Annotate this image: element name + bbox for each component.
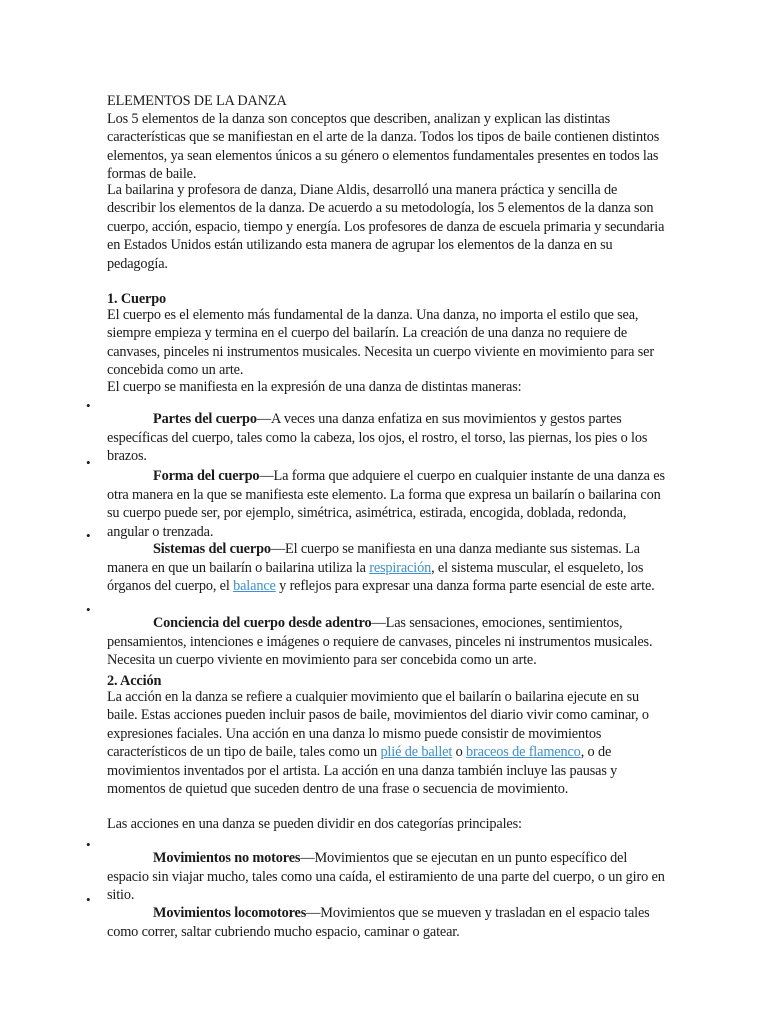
list-item-text: —La forma que adquiere el cuerpo en cualquier instante de una danza es otra manera en la que se manifiesta este elemento. La forma que expresa un bailarín o bailarina con su cuerpo puede ser, por ejemplo, simétrica, asimétrica, estirada, encogida, doblada, redonda, angular o trenzada.	[107, 468, 665, 540]
paragraph-text: , o de movimientos inventados por el artista. La acción en una danza también incluye las pausas y momentos de quietud que suceden dentro de una frase o secuencia de movimiento.	[107, 744, 618, 798]
list-item-term: Forma del cuerpo	[153, 468, 260, 485]
list-item-text: —Movimientos que se ejecutan en un punto específico del espacio sin viajar mucho, tales como una caída, el estiramiento de una parte del cuerpo, o un giro en sitio.	[107, 850, 665, 904]
list-item	[107, 904, 667, 941]
section-heading-accion: 2. Acción	[107, 673, 162, 689]
list-item	[107, 849, 667, 904]
document-title: ELEMENTOS DE LA DANZA	[107, 93, 287, 109]
link-balance[interactable]: balance	[233, 578, 276, 595]
list-item-text: —A veces una danza enfatiza en sus movimientos y gestos partes específicas del cuerpo, tales como la cabeza, los ojos, el rostro, el torso, las piernas, los pies o los brazos.	[107, 411, 648, 465]
paragraph-text: La acción en la danza se refiere a cualquier movimiento que el bailarín o bailarina ejecute en su baile. Estas acciones pueden incluir pasos de baile, movimientos del diario vivir como caminar, o expresiones faciales. Una acción en una danza lo mismo puede consistir de movimientos característicos de un tipo de baile, tales como un	[107, 689, 649, 761]
list-item	[107, 540, 667, 595]
list-item	[107, 467, 667, 541]
cuerpo-paragraph-2: El cuerpo se manifiesta en la expresión de una danza de distintas maneras:	[107, 379, 522, 395]
list-item-text: , el sistema muscular, el esqueleto, los órganos del cuerpo, el	[107, 559, 644, 595]
bullet-icon: •	[86, 398, 91, 413]
bullet-icon: •	[86, 837, 91, 852]
bullet-icon: •	[86, 602, 91, 617]
intro-paragraph-1: Los 5 elementos de la danza son conceptos que describen, analizan y explican las distintas características que se manifiestan en el arte de la danza. Todos los tipos de baile contienen distintos elementos, ya sean elementos únicos a su género o elementos fundamentales presentes en todos las formas de baile.	[107, 111, 660, 183]
list-item-term: Movimientos no motores	[153, 850, 301, 867]
list-item	[107, 410, 667, 465]
link-plie-de-ballet[interactable]: plié de ballet	[380, 744, 453, 761]
link-braceos-de-flamenco[interactable]: braceos de flamenco	[466, 744, 581, 761]
section-heading-cuerpo: 1. Cuerpo	[107, 291, 167, 307]
accion-paragraph-1	[107, 688, 667, 798]
list-item-term: Movimientos locomotores	[153, 905, 307, 922]
bullet-icon: •	[86, 892, 91, 907]
link-respiracion[interactable]: respiración	[369, 559, 432, 576]
list-item-text: —El cuerpo se manifiesta en una danza mediante sus sistemas. La manera en que un bailarín o bailarina utiliza la	[107, 541, 640, 576]
bullet-icon: •	[86, 455, 91, 470]
list-item-text: —Movimientos que se mueven y trasladan en el espacio tales como correr, saltar cubriendo mucho espacio, caminar o gatear.	[107, 905, 650, 940]
cuerpo-paragraph-1: El cuerpo es el elemento más fundamental de la danza. Una danza, no importa el estilo que sea, siempre empieza y termina en el cuerpo del bailarín. La creación de una danza no requiere de canvases, pinceles ni instrumentos musicales. Necesita un cuerpo viviente en movimiento para ser concebida como un arte.	[107, 307, 654, 379]
accion-paragraph-2: Las acciones en una danza se pueden dividir en dos categorías principales:	[107, 816, 522, 832]
paragraph-text: o	[452, 744, 467, 761]
bullet-icon: •	[86, 528, 91, 543]
list-item-text: —Las sensaciones, emociones, sentimientos, pensamientos, intenciones e imágenes o requiere de canvases, pinceles ni instrumentos musicales. Necesita un cuerpo viviente en movimiento para ser concebida como un arte.	[107, 615, 653, 669]
list-item-term: Partes del cuerpo	[153, 411, 257, 428]
list-item-term: Conciencia del cuerpo desde adentro	[153, 615, 372, 632]
list-item-term: Sistemas del cuerpo	[153, 541, 271, 558]
intro-paragraph-2: La bailarina y profesora de danza, Diane Aldis, desarrolló una manera práctica y sencilla de describir los elementos de la danza. De acuerdo a su metodología, los 5 elementos de la danza son cuerpo, acción, espacio, tiempo y energía. Los profesores de danza de escuela primaria y secundaria en Estados Unidos están utilizando esta manera de agrupar los elementos de la danza en su pedagogía.	[107, 182, 665, 272]
list-item	[107, 614, 667, 669]
list-item-text: y reflejos para expresar una danza forma parte esencial de este arte.	[275, 578, 655, 595]
